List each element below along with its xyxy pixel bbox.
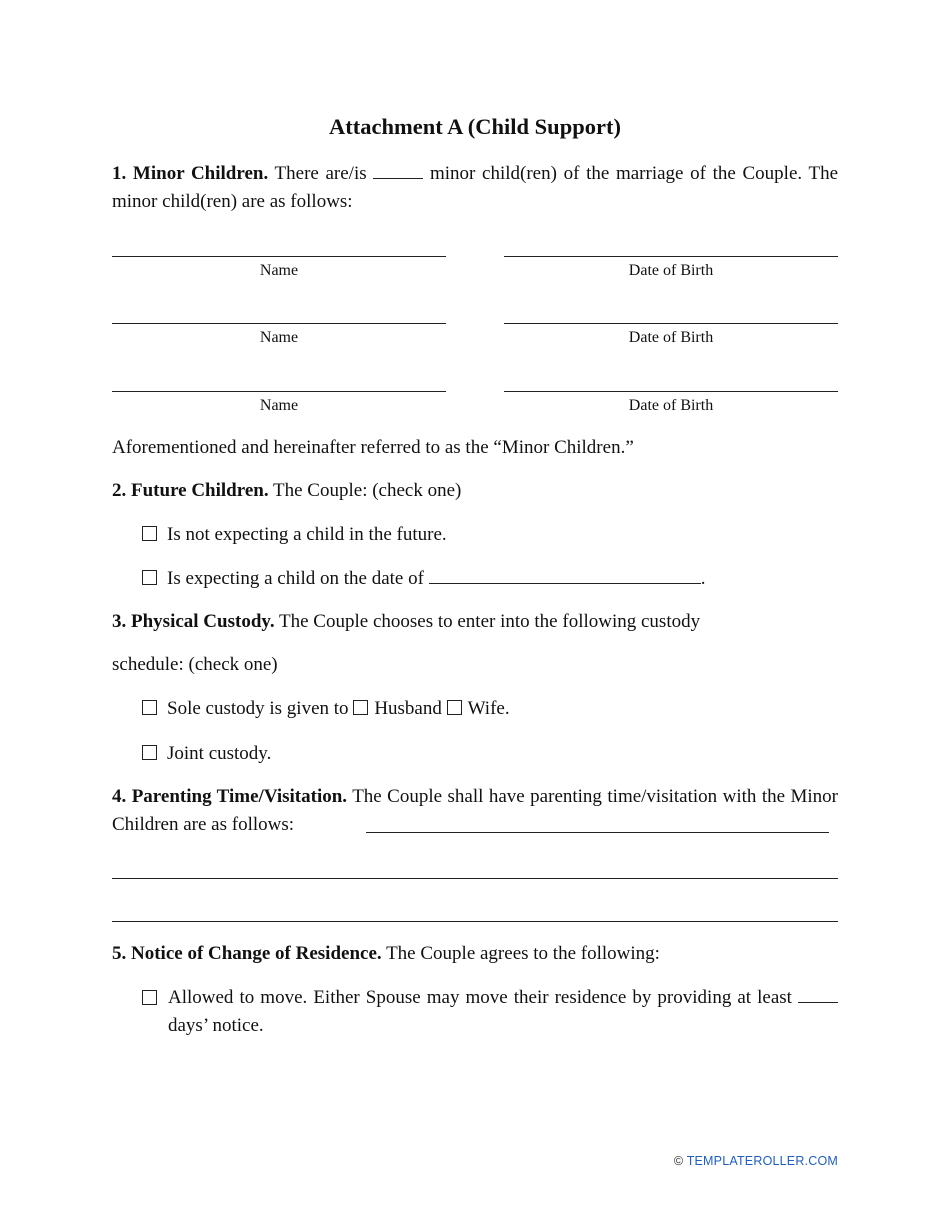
section4-text: The Couple shall have parenting time/visitation with the Minor Children are as follows: xyxy=(112,786,839,835)
joint-custody-label: Joint custody. xyxy=(167,743,272,764)
child-name-label-1: Name xyxy=(259,262,299,279)
minor-children-closing: Aforementioned and hereinafter referred to as the “Minor Children.” xyxy=(112,437,634,458)
expecting-end: . xyxy=(700,568,706,589)
allowed-to-move-checkbox[interactable] xyxy=(142,990,157,1005)
not-expecting-label: Is not expecting a child in the future. xyxy=(167,524,447,545)
child-dob-label-2: Date of Birth xyxy=(628,329,714,346)
husband-checkbox[interactable] xyxy=(353,700,368,715)
wife-label: Wife. xyxy=(467,698,510,719)
child-dob-line-1[interactable] xyxy=(504,256,838,257)
allowed-to-move-option xyxy=(168,984,838,1040)
wife-checkbox[interactable] xyxy=(447,700,462,715)
sole-custody-label: Sole custody is given to xyxy=(167,698,349,719)
expecting-label: Is expecting a child on the date of xyxy=(167,568,424,589)
section-physical-custody xyxy=(112,608,838,636)
section4-heading: 4. Parenting Time/Visitation. xyxy=(112,786,348,807)
sole-custody-checkbox[interactable] xyxy=(142,700,157,715)
future-option-expecting xyxy=(142,565,705,593)
children-count-blank[interactable] xyxy=(373,161,423,179)
section3-text: The Couple chooses to enter into the following custody xyxy=(279,611,701,632)
section-future-children xyxy=(112,477,838,505)
future-option-not-expecting xyxy=(142,521,447,549)
section1-text-after: minor child(ren) of the marriage of the Couple. The minor child(ren) are as follows: xyxy=(112,163,838,212)
child-dob-label-3: Date of Birth xyxy=(628,397,714,414)
section-parenting-time xyxy=(112,783,838,839)
copyright-symbol: © xyxy=(673,1154,684,1168)
child-name-label-3: Name xyxy=(259,397,299,414)
parenting-time-blank-1[interactable] xyxy=(366,832,829,833)
expecting-checkbox[interactable] xyxy=(142,570,157,585)
section1-text-before: There are/is xyxy=(274,163,367,184)
allowed-to-move-end: days’ notice. xyxy=(168,1015,264,1036)
notice-days-blank[interactable] xyxy=(798,985,838,1003)
parenting-time-blank-3[interactable] xyxy=(112,921,838,922)
footer-brand-text[interactable]: TEMPLATEROLLER.COM xyxy=(686,1154,838,1168)
child-dob-line-3[interactable] xyxy=(504,391,838,392)
child-name-line-3[interactable] xyxy=(112,391,446,392)
joint-custody-checkbox[interactable] xyxy=(142,745,157,760)
page-title: Attachment A (Child Support) xyxy=(329,114,621,139)
section-minor-children xyxy=(112,160,838,216)
custody-option-sole xyxy=(142,695,510,723)
section3-text-line2: schedule: (check one) xyxy=(112,654,278,675)
not-expecting-checkbox[interactable] xyxy=(142,526,157,541)
section5-text: The Couple agrees to the following: xyxy=(386,943,660,964)
footer-brand[interactable] xyxy=(674,1154,838,1168)
child-dob-line-2[interactable] xyxy=(504,323,838,324)
section3-heading: 3. Physical Custody. xyxy=(112,611,275,632)
child-name-label-2: Name xyxy=(259,329,299,346)
expecting-date-blank[interactable] xyxy=(429,566,701,584)
custody-option-joint xyxy=(142,740,271,768)
section2-heading: 2. Future Children. xyxy=(112,480,269,501)
section5-heading: 5. Notice of Change of Residence. xyxy=(112,943,382,964)
section2-text: The Couple: (check one) xyxy=(273,480,462,501)
child-name-line-1[interactable] xyxy=(112,256,446,257)
allowed-to-move-label: Allowed to move. Either Spouse may move their residence by providing at least xyxy=(168,987,792,1008)
husband-label: Husband xyxy=(374,698,442,719)
section1-heading: 1. Minor Children. xyxy=(112,163,269,184)
child-dob-label-1: Date of Birth xyxy=(628,262,714,279)
section-change-of-residence xyxy=(112,940,838,968)
child-name-line-2[interactable] xyxy=(112,323,446,324)
parenting-time-blank-2[interactable] xyxy=(112,878,838,879)
